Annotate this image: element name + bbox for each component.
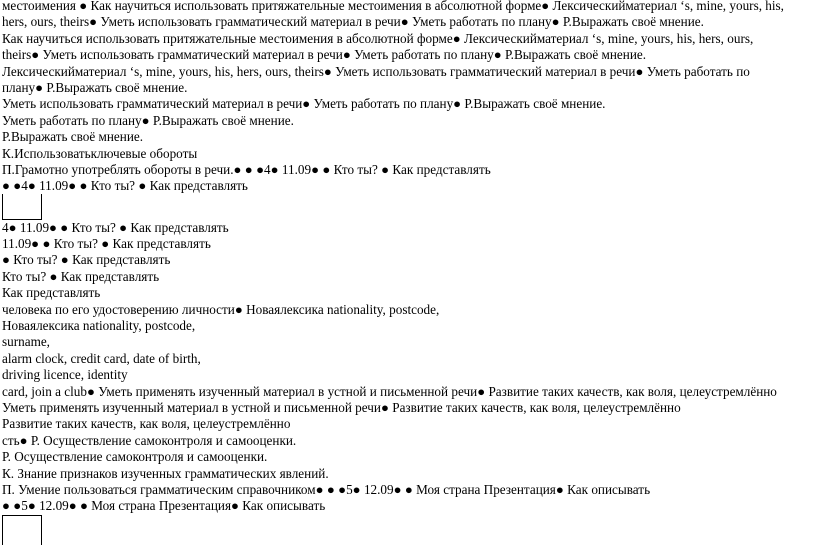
text-line: ● Кто ты? ● Как представлять (2, 252, 171, 268)
text-line: П. Умение пользоваться грамматическим справочником● ● ●5● 12.09● ● Моя страна Презентация● Как описывать (2, 481, 651, 497)
empty-table-cell (2, 515, 42, 545)
text-line: местоимения ● Как научиться использовать притяжательные местоимения в абсолютной форме● Лексическийматериал ‘s, mine, yours, his, (2, 0, 784, 13)
text-line: Как научиться использовать притяжательные местоимения в абсолютной форме● Лексическийматериал ‘s, mine, yours, his, hers, ours, (2, 30, 754, 46)
text-line: card, join a club● Уметь применять изученный материал в устной и письменной речи● Развитие таких качеств, как воля, целеустремлённо (2, 383, 777, 399)
text-line: hers, ours, theirs● Уметь использовать грамматический материал в речи● Уметь работать по плану● Р.Выражать своё мнение. (2, 14, 704, 30)
text-line: Новаялексика nationality, postcode, (2, 318, 196, 334)
text-line: ● ●5● 12.09● ● Моя страна Презентация● Как описывать (2, 498, 326, 514)
text-line: П.Грамотно употреблять обороты в речи.● ● ●4● 11.09● ● Кто ты? ● Как представлять (2, 161, 491, 177)
text-line: surname, (2, 334, 50, 350)
text-line: Кто ты? ● Как представлять (2, 268, 160, 284)
text-line: Уметь применять изученный материал в устной и письменной речи● Развитие таких качеств, как воля, целеустремлённо (2, 399, 681, 415)
text-line: 4● 11.09● ● Кто ты? ● Как представлять (2, 219, 229, 235)
text-line: ● ●4● 11.09● ● Кто ты? ● Как представлять (2, 178, 248, 194)
text-line: Уметь использовать грамматический материал в речи● Уметь работать по плану● Р.Выражать своё мнение. (2, 96, 606, 112)
text-line: К.Использоватьключевые обороты (2, 145, 198, 161)
text-line: человека по его удостоверению личности● Новаялексика nationality, postcode, (2, 301, 440, 317)
text-line: Р. Осуществление самоконтроля и самооценки. (2, 449, 268, 465)
text-line: Развитие таких качеств, как воля, целеустремлённо (2, 416, 291, 432)
text-line: Уметь работать по плану● Р.Выражать своё мнение. (2, 112, 294, 128)
text-line: theirs● Уметь использовать грамматический материал в речи● Уметь работать по плану● Р.Выражать своё мнение. (2, 47, 647, 63)
text-line: Р.Выражать своё мнение. (2, 129, 144, 145)
text-line: alarm clock, credit card, date of birth, (2, 350, 201, 366)
empty-table-cell (2, 194, 42, 220)
text-line: driving licence, identity (2, 367, 128, 383)
text-line: К. Знание признаков изученных грамматических явлений. (2, 465, 329, 481)
text-line: Лексическийматериал ‘s, mine, yours, his, hers, ours, theirs● Уметь использовать грамматический материал в речи● Уметь работать по (2, 63, 750, 79)
text-line: плану● Р.Выражать своё мнение. (2, 79, 188, 95)
document-page (2, 0, 814, 545)
text-line: Как представлять (2, 285, 101, 301)
text-line: 11.09● ● Кто ты? ● Как представлять (2, 236, 211, 252)
text-line: сть● Р. Осуществление самоконтроля и самооценки. (2, 432, 297, 448)
